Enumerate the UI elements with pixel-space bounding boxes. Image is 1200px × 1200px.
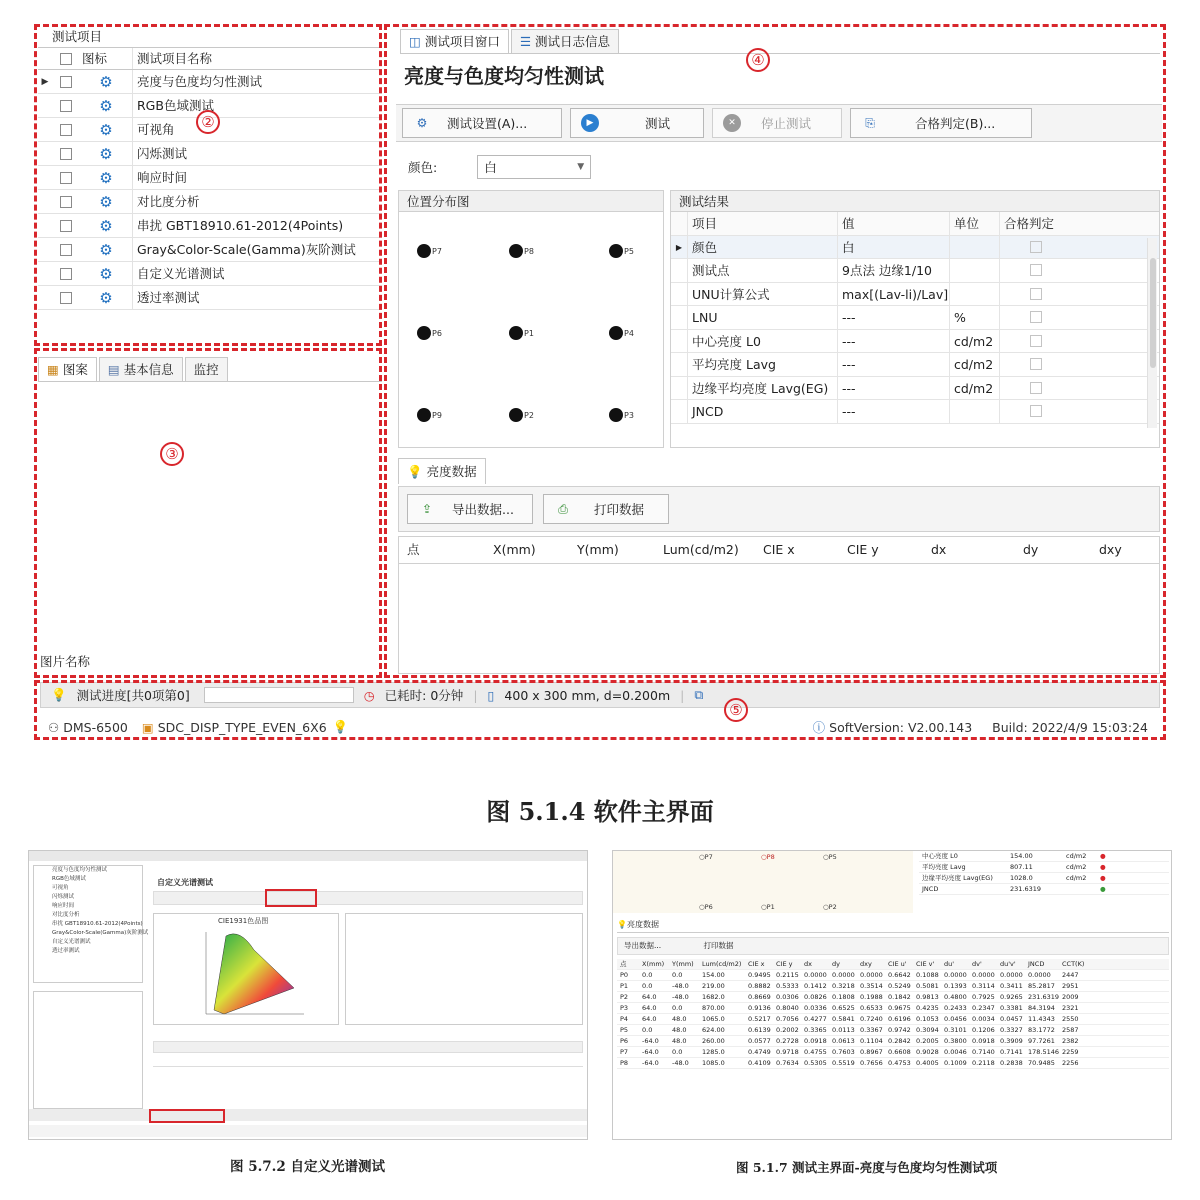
- result-row[interactable]: ▶ 颜色 白: [671, 236, 1159, 260]
- soft-version: SoftVersion: V2.00.143: [829, 719, 973, 735]
- results-header: 项目 值 单位 合格判定: [671, 212, 1159, 236]
- tab-test-window[interactable]: ◫ 测试项目窗口: [400, 29, 509, 53]
- test-item-checkbox[interactable]: [60, 124, 72, 136]
- test-item-name: Gray&Color-Scale(Gamma)灰阶测试: [132, 238, 382, 261]
- figure-caption-left: 图 5.7.2 自定义光谱测试: [230, 1159, 385, 1175]
- row-pointer: [38, 262, 52, 285]
- lum-column-header: Y(mm): [577, 542, 619, 557]
- thumb-lum-toolbar: 导出数据... 打印数据: [617, 937, 1169, 955]
- chevron-down-icon: ▼: [577, 162, 585, 172]
- measure-point: P7: [417, 244, 442, 258]
- test-item-name: 对比度分析: [132, 190, 382, 213]
- result-item: 边缘平均亮度 Lavg(EG): [687, 377, 837, 400]
- thumb-summary-row: 平均亮度 Lavg 807.11 cd/m2 ●: [919, 862, 1169, 873]
- measure-point: P2: [509, 408, 534, 422]
- clock-icon: ◷: [363, 687, 375, 703]
- device-icon: ⚇: [48, 719, 60, 735]
- position-distribution: [398, 212, 664, 448]
- lum-column-header: X(mm): [493, 542, 536, 557]
- thumb-table-row: P4 64.0 48.0 1065.0 0.5217 0.7056 0.4277 0.5841 0.7240 0.6196 0.1053 0.0456 0.0034 0.0457 11.4343 2550: [617, 1014, 1169, 1025]
- test-item-checkbox[interactable]: [60, 268, 72, 280]
- results-table: [670, 212, 1160, 448]
- main-screenshot: [28, 22, 1168, 740]
- thumb-highlight: [265, 889, 317, 907]
- thumb-list-item: RGB色域测试: [52, 876, 86, 882]
- thumb-table-row: P2 64.0 -48.0 1682.0 0.8669 0.0306 0.0826 0.1808 0.1988 0.1842 0.9813 0.4800 0.7925 0.9265 231.6319 2009: [617, 992, 1169, 1003]
- test-item-name: RGB色域测试: [132, 94, 382, 117]
- window-icon[interactable]: ⧉: [694, 687, 704, 702]
- result-item: 中心亮度 L0: [687, 330, 837, 353]
- thumb-bottom-highlight: [149, 1109, 225, 1123]
- progress-label: 测试进度[共0项第0]: [76, 688, 190, 703]
- marker-2: ②: [196, 110, 220, 134]
- result-item: JNCD: [687, 400, 837, 423]
- test-item-list: [38, 26, 382, 342]
- result-row[interactable]: [671, 353, 1159, 377]
- results-scrollbar[interactable]: [1147, 238, 1157, 428]
- test-item-row[interactable]: [38, 142, 382, 166]
- thumb-summary: [919, 851, 1169, 911]
- window-tab-strip: [400, 28, 1160, 54]
- lum-column-header: dxy: [1099, 542, 1122, 557]
- info-icon: ▤: [107, 361, 120, 377]
- result-value: 白: [837, 236, 949, 259]
- result-unit: [949, 283, 999, 306]
- test-item-name: 自定义光谱测试: [132, 262, 382, 285]
- test-item-checkbox[interactable]: [60, 244, 72, 256]
- gear-icon: ⚙: [99, 120, 113, 139]
- gear-icon: ⚙: [99, 192, 113, 211]
- test-item-row[interactable]: [38, 166, 382, 190]
- lum-column-header: dy: [1023, 542, 1039, 557]
- result-unit: [949, 400, 999, 423]
- device-status-bar: [40, 716, 1160, 738]
- bulb-icon: 💡: [51, 687, 67, 702]
- color-value: 白: [484, 160, 497, 175]
- test-settings-button[interactable]: ⚙ 测试设置(A)...: [402, 108, 562, 138]
- distribution-title: 位置分布图: [398, 190, 664, 212]
- print-data-button[interactable]: ⎙ 打印数据: [543, 494, 669, 524]
- thumb-summary-row: 边缘平均亮度 Lavg(EG) 1028.0 cd/m2 ●: [919, 873, 1169, 884]
- thumb-list-item: 对比度分析: [52, 912, 80, 918]
- gear-icon: ⚙: [99, 168, 113, 187]
- gear-icon: ⚙: [99, 264, 113, 283]
- build-info: Build: 2022/4/9 15:03:24: [992, 719, 1148, 735]
- lum-column-header: 点: [407, 542, 420, 557]
- lum-column-header: dx: [931, 542, 947, 557]
- test-item-name: 透过率测试: [132, 286, 382, 309]
- test-toolbar: [396, 104, 1162, 142]
- thumb-lum-table: [617, 959, 1169, 1069]
- figure-caption-main: 图 5.1.4 软件主界面: [486, 797, 714, 826]
- row-pointer: [38, 214, 52, 237]
- thumb-list-item: 透过率测试: [52, 948, 80, 954]
- stop-test-button[interactable]: ✕ 停止测试: [712, 108, 842, 138]
- result-item: 平均亮度 Lavg: [687, 353, 837, 376]
- test-item-checkbox[interactable]: [60, 220, 72, 232]
- screen-size: 400 x 300 mm, d=0.200m: [504, 687, 671, 703]
- display-type: SDC_DISP_TYPE_EVEN_6X6: [157, 719, 327, 735]
- test-item-row[interactable]: [38, 238, 382, 262]
- bulb-icon: 💡: [332, 719, 349, 734]
- progress-bar: [204, 687, 354, 703]
- measure-point: P6: [417, 326, 442, 340]
- status-bar: 💡 测试进度[共0项第0] ◷ 已耗时: 0分钟 | ▯ 400 x 300 mm, d=0.200m | ⧉: [40, 682, 1160, 708]
- pass-status-box: [1030, 264, 1042, 276]
- thumb-table-row: P5 0.0 48.0 624.00 0.6139 0.2002 0.3365 0.0113 0.3367 0.9742 0.3094 0.3101 0.1206 0.3327 83.1772 2587: [617, 1025, 1169, 1036]
- play-icon: ▶: [581, 114, 599, 132]
- pass-status-box: [1030, 405, 1042, 417]
- measure-point: P8: [509, 244, 534, 258]
- print-icon: ⎙: [558, 501, 568, 516]
- run-test-button[interactable]: ▶ 测试: [570, 108, 704, 138]
- result-item: UNU计算公式: [687, 283, 837, 306]
- row-pointer: [38, 286, 52, 309]
- result-row[interactable]: [671, 283, 1159, 307]
- size-icon: ▯: [487, 687, 495, 703]
- result-unit: cd/m2: [949, 353, 999, 376]
- picture-name-label: 图片名称: [40, 654, 91, 669]
- result-row[interactable]: [671, 259, 1159, 283]
- gear-icon: ⚙: [99, 144, 113, 163]
- measure-point: P4: [609, 326, 634, 340]
- lum-column-header: Lum(cd/m2): [663, 542, 739, 557]
- test-item-checkbox[interactable]: [60, 100, 72, 112]
- row-pointer: [38, 166, 52, 189]
- tab-pattern[interactable]: ▦ 图案: [38, 357, 97, 381]
- status-icon: ●: [1100, 874, 1106, 882]
- info-icon: ⓘ: [812, 720, 826, 735]
- test-item-row[interactable]: [38, 214, 382, 238]
- pass-status-box: [1030, 288, 1042, 300]
- row-pointer: ▶: [41, 77, 49, 87]
- test-item-row[interactable]: [38, 262, 382, 286]
- test-list-title: 测试项目: [38, 26, 382, 48]
- elapsed-time: 已耗时: 0分钟: [384, 688, 464, 703]
- row-pointer: [38, 238, 52, 261]
- tab-lum-data[interactable]: 💡 亮度数据: [398, 458, 486, 484]
- thumb-lum-tab: 💡亮度数据: [617, 917, 1169, 933]
- thumb-table-row: P6 -64.0 48.0 260.00 0.0577 0.2728 0.0918 0.0613 0.1104 0.2842 0.2005 0.3800 0.0918 0.3909 97.7261 2382: [617, 1036, 1169, 1047]
- color-select[interactable]: [477, 155, 591, 179]
- export-data-button[interactable]: ⇪ 导出数据...: [407, 494, 533, 524]
- result-row[interactable]: [671, 400, 1159, 424]
- stop-icon: ✕: [723, 114, 741, 132]
- measure-point: P5: [609, 244, 634, 258]
- gear-icon: ⚙: [99, 216, 113, 235]
- device-name: DMS-6500: [63, 719, 128, 735]
- thumb-list-item: Gray&Color-Scale(Gamma)灰阶测试: [52, 930, 149, 936]
- color-row: [408, 154, 591, 180]
- thumb-cie-chart: [153, 913, 339, 1025]
- results-title: 测试结果: [670, 190, 1160, 212]
- test-item-name: 串扰 GBT18910.61-2012(4Points): [132, 214, 382, 237]
- test-item-name: 可视角: [132, 118, 382, 141]
- thumb-test-list: [33, 865, 149, 983]
- thumb-table-row: P8 -64.0 -48.0 1085.0 0.4109 0.7634 0.5305 0.5519 0.7656 0.4753 0.4005 0.1009 0.2118 0.2838 70.9485 2256: [617, 1058, 1169, 1069]
- thumb-list-item: 响应时间: [52, 903, 75, 909]
- test-item-checkbox[interactable]: [60, 196, 72, 208]
- thumb-table-header: 点 X(mm) Y(mm) Lum(cd/m2) CIE x CIE y dx dy dxy CIE u' CIE v' du' dv' du'v' JNCD CCT(K): [617, 959, 1169, 970]
- result-row[interactable]: [671, 330, 1159, 354]
- result-item: 颜色: [687, 236, 837, 259]
- row-pointer: [38, 94, 52, 117]
- test-item-row[interactable]: [38, 70, 382, 94]
- result-unit: cd/m2: [949, 330, 999, 353]
- judge-icon: ⎘: [865, 115, 875, 130]
- lum-data-header: [398, 536, 1160, 564]
- status-icon: ●: [1100, 885, 1106, 893]
- result-value: 9点法 边缘1/10: [837, 259, 949, 282]
- result-value: ---: [837, 330, 949, 353]
- thumb-list-item: 自定义光谱测试: [52, 939, 91, 945]
- lum-data-body: [398, 564, 1160, 674]
- test-item-checkbox[interactable]: [60, 76, 72, 88]
- settings-icon: ⚙: [416, 116, 428, 130]
- result-value: ---: [837, 377, 949, 400]
- cie-diagram-graphic: [154, 914, 340, 1026]
- pass-status-box: [1030, 241, 1042, 253]
- result-unit: cd/m2: [949, 377, 999, 400]
- result-item: 测试点: [687, 259, 837, 282]
- pass-status-box: [1030, 335, 1042, 347]
- pass-status-box: [1030, 358, 1042, 370]
- lum-tab-strip: [398, 458, 488, 484]
- pass-status-box: [1030, 311, 1042, 323]
- gear-icon: ⚙: [99, 288, 113, 307]
- gear-icon: ⚙: [99, 240, 113, 259]
- test-item-checkbox[interactable]: [60, 172, 72, 184]
- window-title: 亮度与色度均匀性测试: [404, 64, 604, 88]
- thumb-dist-area: ○P7 ○P8 ○P5 ○P6 ○P1 ○P2: [613, 851, 913, 913]
- thumb-table-row: P3 64.0 0.0 870.00 0.9136 0.8040 0.0336 0.6525 0.6533 0.9675 0.4235 0.2433 0.2347 0.3381 84.3194 2321: [617, 1003, 1169, 1014]
- result-unit: %: [949, 306, 999, 329]
- row-pointer: [38, 190, 52, 213]
- result-value: max[(Lav-li)/Lav]: [837, 283, 949, 306]
- thumb-table-row: P0 0.0 0.0 154.00 0.9495 0.2115 0.0000 0.0000 0.0000 0.6642 0.1088 0.0000 0.0000 0.0000 0.0000 2447: [617, 970, 1169, 981]
- result-row[interactable]: [671, 377, 1159, 401]
- test-item-row[interactable]: [38, 190, 382, 214]
- thumb-list-item: 串扰 GBT18910.61-2012(4Points): [52, 921, 143, 927]
- marker-4: ④: [746, 48, 770, 72]
- list-icon: ☰: [519, 33, 532, 49]
- status-icon: ●: [1100, 863, 1106, 871]
- result-value: ---: [837, 353, 949, 376]
- measure-point: P9: [417, 408, 442, 422]
- thumb-table-row: P1 0.0 -48.0 219.00 0.8882 0.5333 0.1412 0.3218 0.3514 0.5249 0.5081 0.1393 0.3114 0.3411 85.2817 2951: [617, 981, 1169, 992]
- pass-judge-button[interactable]: ⎘ 合格判定(B)...: [850, 108, 1032, 138]
- thumbnail-custom-spectrum: [28, 850, 588, 1140]
- test-item-name: 亮度与色度均匀性测试: [132, 70, 382, 93]
- icon-column-header: 图标: [82, 50, 108, 66]
- test-item-checkbox[interactable]: [60, 292, 72, 304]
- thumb-title: 自定义光谱测试: [157, 878, 213, 887]
- status-icon: ●: [1100, 852, 1106, 860]
- marker-5: ⑤: [724, 698, 748, 722]
- export-icon: ⇪: [421, 502, 433, 516]
- tab-test-log[interactable]: ☰ 测试日志信息: [511, 29, 619, 53]
- lum-column-header: CIE x: [763, 542, 795, 557]
- result-row[interactable]: [671, 306, 1159, 330]
- select-all-checkbox[interactable]: [60, 53, 72, 65]
- gear-icon: ⚙: [99, 72, 113, 91]
- tab-monitor[interactable]: 监控: [185, 357, 228, 381]
- gear-icon: ⚙: [99, 96, 113, 115]
- region-frame-3: [34, 348, 382, 678]
- color-label: 颜色:: [408, 160, 438, 175]
- pass-status-box: [1030, 382, 1042, 394]
- name-column-header: 测试项目名称: [132, 48, 382, 69]
- pattern-icon: ▦: [47, 361, 59, 377]
- result-unit: [949, 236, 999, 259]
- test-item-name: 闪烁测试: [132, 142, 382, 165]
- lum-column-header: CIE y: [847, 542, 879, 557]
- thumb-list-item: 闪烁测试: [52, 894, 75, 900]
- row-pointer: [38, 118, 52, 141]
- thumb-list-item: 亮度与色度均匀性测试: [52, 867, 108, 873]
- thumbnail-uniformity-test: [612, 850, 1172, 1140]
- lum-toolbar: [398, 486, 1160, 532]
- result-item: LNU: [687, 306, 837, 329]
- chart-icon: ◫: [409, 33, 421, 49]
- result-value: ---: [837, 306, 949, 329]
- test-item-row[interactable]: [38, 286, 382, 310]
- row-pointer: [38, 142, 52, 165]
- thumb-list-item: 可视角: [52, 885, 69, 891]
- left-tab-strip: [38, 356, 382, 382]
- test-list-header: [38, 48, 382, 70]
- measure-point: P1: [509, 326, 534, 340]
- thumb-summary-row: JNCD 231.6319 ●: [919, 884, 1169, 895]
- tab-basic-info[interactable]: ▤ 基本信息: [99, 357, 183, 381]
- test-item-checkbox[interactable]: [60, 148, 72, 160]
- bulb-icon: 💡: [407, 463, 423, 479]
- marker-3: ③: [160, 442, 184, 466]
- result-unit: [949, 259, 999, 282]
- figure-caption-right: 图 5.1.7 测试主界面-亮度与色度均匀性测试项: [736, 1160, 998, 1175]
- test-item-name: 响应时间: [132, 166, 382, 189]
- result-value: ---: [837, 400, 949, 423]
- thumb-chart-title: CIE1931色品图: [218, 917, 269, 925]
- thumb-table-row: P7 -64.0 0.0 1285.0 0.4749 0.9718 0.4755 0.7603 0.8967 0.6608 0.9028 0.0046 0.7140 0.7141 178.5146 2259: [617, 1047, 1169, 1058]
- measure-point: P3: [609, 408, 634, 422]
- thumb-summary-row: 中心亮度 L0 154.00 cd/m2 ●: [919, 851, 1169, 862]
- display-type-icon: ▣: [141, 719, 154, 735]
